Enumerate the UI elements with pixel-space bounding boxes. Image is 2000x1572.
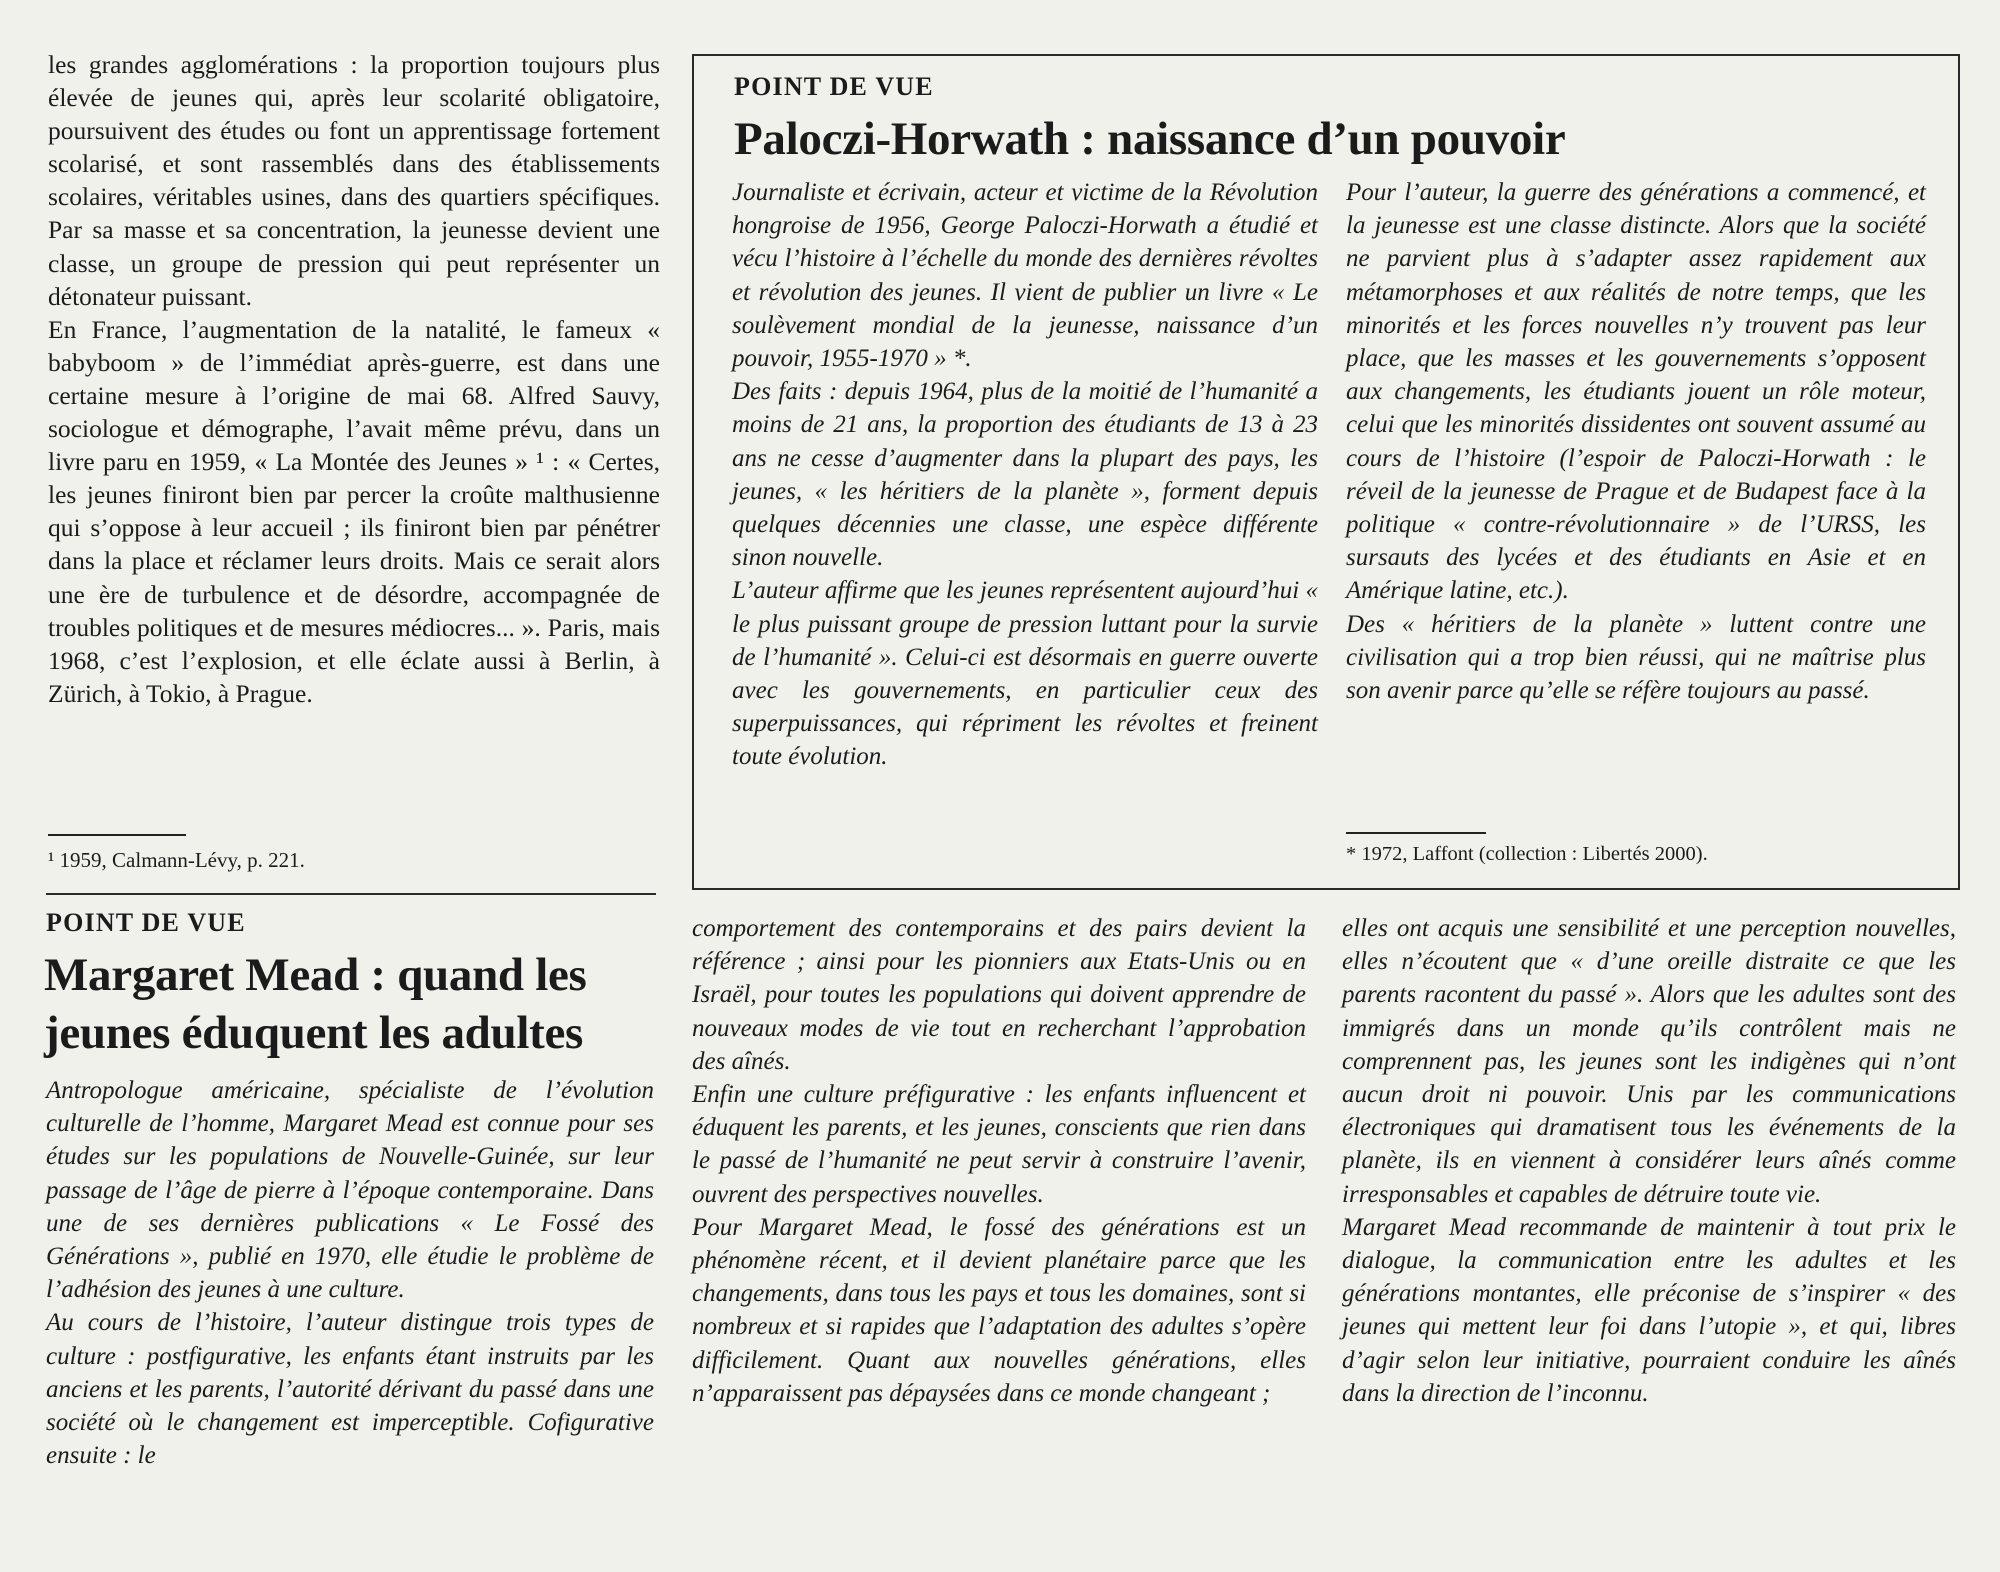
box-title: Paloczi-Horwath : naissance d’un pouvoir [734,113,1566,165]
mead-column-3 [1342,912,1956,1410]
intro-paragraph: En France, l’augmentation de la natalité, le fameux « babyboom » de l’immédiat après-guerre, est dans une certaine mesure à l’origine de mai 68. Alfred Sauvy, sociologue et démographe, l’avait même prévu, dans un livre paru en 1959, « La Montée des Jeunes » ¹ : « Certes, les jeunes finiront bien par percer la croûte malthusienne qui s’oppose à leur accueil ; ils finiront bien par pénétrer dans la place et réclamer leurs droits. Mais ce serait alors une ère de turbulence et de désordre, accompagnée de troubles politiques et de mesures médiocres... ». Paris, mais 1968, c’est l’explosion, et elle éclate aussi à Berlin, à Zürich, à Tokio, à Prague. [48,314,660,708]
box-paragraph: L’auteur affirme que les jeunes représentent aujourd’hui « le plus puissant groupe de pression luttant pour la survie de l’humanité ». Celui-ci est désormais en guerre ouverte avec les gouvernements, en particulier ceux des superpuissances, qui répriment les révoltes et freinent toute évolution. [732,577,1318,771]
mead-paragraph: Enfin une culture préfigurative : les enfants influencent et éduquent les parents, et les jeunes, conscients que rien dans le passé de l’humanité ne peut servir à construire l’avenir, ouvrent des perspectives nouvelles. [692,1081,1306,1208]
mead-title: Margaret Mead : quand les jeunes éduquent les adultes [44,949,587,1059]
mead-paragraph: Antropologue américaine, spécialiste de l’évolution culturelle de l’homme, Margaret Mead est connue pour ses études sur les populations de Nouvelle-Guinée, sur leur passage de l’âge de pierre à l’époque contemporaine. Dans une de ses dernières publications « Le Fossé des Générations », publié en 1970, elle étudie le problème de l’adhésion des jeunes à une culture. [46,1077,654,1304]
box-paragraph: Des faits : depuis 1964, plus de la moitié de l’humanité a moins de 21 ans, la proportion des étudiants de 13 à 23 ans ne cesse d’augmenter dans la plupart des pays, les jeunes, « les héritiers de la planète », forment depuis quelques décennies une classe, une espèce différente sinon nouvelle. [732,378,1318,572]
box-kicker: POINT DE VUE [734,72,934,101]
box-footnote: * 1972, Laffont (collection : Libertés 2000). [1346,843,1708,865]
mead-paragraph: Margaret Mead recommande de maintenir à tout prix le dialogue, la communication entre les adultes et les générations montantes, elle préconise de s’inspirer « des jeunes qui mettent leur foi dans l’utopie », et qui, libres d’agir selon leur initiative, pourraient conduire les aînés dans la direction de l’inconnu. [1342,1213,1956,1407]
mead-paragraph: Au cours de l’histoire, l’auteur distingue trois types de culture : postfigurative, les enfants étant instruits par les anciens et les parents, l’autorité dérivant du passé dans une société où le changement est imperceptible. Cofigurative ensuite : le [46,1309,654,1470]
mead-paragraph: comportement des contemporains et des pairs devient la référence ; ainsi pour les pionniers aux Etats-Unis ou en Israël, pour toutes les populations qui doivent apprendre de nouveaux modes de vie tout en recherchant l’approbation des aînés. [692,915,1306,1075]
mead-paragraph: elles ont acquis une sensibilité et une perception nouvelles, elles n’écoutent que « d’une oreille distraite ce que les parents racontent du passé ». Alors que les adultes sont des immigrés dans un monde qu’ils contrôlent mais ne comprennent pas, les jeunes sont les indigènes qui n’ont aucun droit ni pouvoir. Unis par les communications électroniques qui dramatisent tous les événements de la planète, ils en viennent à considérer leurs aînés comme irresponsables et capables de détruire toute vie. [1342,915,1956,1208]
box-paragraph: Pour l’auteur, la guerre des générations a commencé, et la jeunesse est une classe distincte. Alors que la société ne parvient plus à s’adapter assez rapidement aux métamorphoses et aux réalités de notre temps, que les minorités et les forces nouvelles n’y trouvent pas leur place, que les masses et les gouvernements s’opposent aux changements, les étudiants jouent un rôle moteur, celui que les minorités dissidentes ont souvent assumé au cours de l’histoire (l’espoir de Paloczi-Horwath : le réveil de la jeunesse de Prague et de Budapest face à la politique « contre-révolutionnaire » de l’URSS, les sursauts des lycées et des étudiants en Asie et en Amérique latine, etc.). [1346,179,1926,605]
mead-column-1 [46,1074,654,1472]
box-paragraph: Journaliste et écrivain, acteur et victime de la Révolution hongroise de 1956, George Paloczi-Horwath a étudié et vécu l’histoire à l’échelle du monde des dernières révoltes et révolution des jeunes. Il vient de publier un livre « Le soulèvement mondial de la jeunesse, naissance d’un pouvoir, 1955-1970 » *. [732,179,1318,373]
footnote-divider [1346,832,1486,834]
footnote-divider [48,834,186,836]
paloczi-horwath-box [692,54,1960,890]
mead-column-2 [692,912,1306,1410]
intro-paragraph: les grandes agglomérations : la proportion toujours plus élevée de jeunes qui, après leur scolarité obligatoire, poursuivent des études ou font un apprentissage fortement scolarisé, et sont rassemblés dans des établissements scolaires, véritables usines, dans des quartiers spécifiques. Par sa masse et sa concentration, la jeunesse devient une classe, un groupe de pression qui peut représenter un détonateur puissant. [48,50,660,311]
box-paragraph: Des « héritiers de la planète » luttent contre une civilisation qui a trop bien réussi, qui ne maîtrise plus son avenir parce qu’elle se réfère toujours au passé. [1346,610,1926,705]
box-column-1 [732,176,1318,774]
box-column-2 [1346,176,1926,707]
intro-footnote: ¹ 1959, Calmann-Lévy, p. 221. [48,848,305,872]
intro-article [48,48,660,710]
mead-kicker: POINT DE VUE [46,908,246,937]
mead-paragraph: Pour Margaret Mead, le fossé des générations est un phénomène récent, et il devient planétaire parce que les changements, dans tous les pays et tous les domaines, sont si nombreux et si rapides que l’adaptation des adultes s’opère difficilement. Quant aux nouvelles générations, elles n’apparaissent pas dépaysées dans ce monde changeant ; [692,1213,1306,1407]
section-divider [46,893,656,895]
